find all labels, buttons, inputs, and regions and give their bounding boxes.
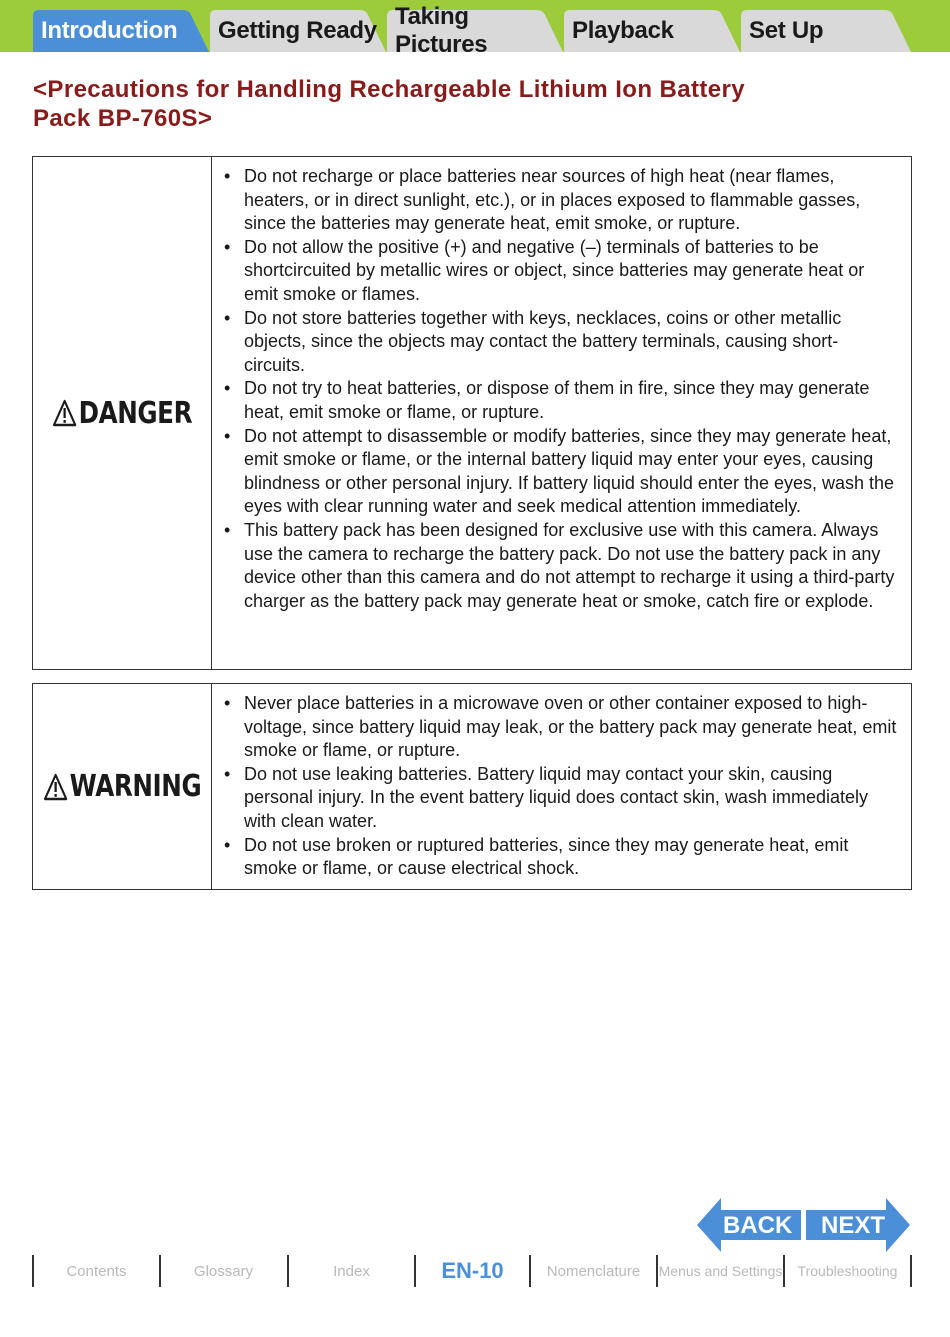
danger-item: • Do not recharge or place batteries near sources of high heat (near flames, heaters, or in direct sunlight, etc.), or in places exposed to flammable gasses, since the batteries may generate heat, emit smoke, or rupture. (224, 165, 897, 236)
danger-item: • Do not attempt to disassemble or modify batteries, since they may generate heat, emit smoke or flame, or the internal battery liquid may enter your eyes, causing blindness or other personal injury. If battery liquid should enter the eyes, wash the eyes with clear running water and seek medical attention immediately. (224, 425, 897, 519)
tab-label: Getting Ready (218, 17, 377, 44)
footer-link-menus-settings[interactable]: Menus and Settings (658, 1263, 783, 1279)
danger-label (52, 396, 192, 431)
warning-item: • Never place batteries in a microwave oven or other container exposed to high-voltage, since battery liquid may leak, or the battery pack may generate heat, emit smoke or flame, or rupture. (224, 692, 897, 763)
back-button-label: BACK (723, 1212, 793, 1239)
danger-list (224, 165, 897, 613)
tab-label: Set Up (749, 17, 824, 44)
warning-item: • Do not use broken or ruptured batteries, since they may generate heat, emit smoke or flame, or cause electrical shock. (224, 834, 897, 881)
warning-label-cell (33, 684, 212, 889)
footer-link-contents[interactable]: Contents (66, 1263, 127, 1280)
next-button-label: NEXT (821, 1212, 886, 1239)
danger-item: • Do not allow the positive (+) and negative (–) terminals of batteries to be shortcircuited by metallic wires or object, since batteries may generate heat or emit smoke or flames. (224, 236, 897, 307)
footer-link-troubleshooting[interactable]: Troubleshooting (797, 1263, 898, 1279)
footer-link-glossary[interactable]: Glossary (193, 1263, 254, 1280)
warning-list (224, 692, 897, 881)
page-title (33, 75, 913, 133)
danger-label-cell (33, 157, 212, 669)
tab-getting-ready[interactable] (210, 10, 386, 52)
warning-text-cell (212, 684, 911, 889)
danger-label-text: DANGER (78, 395, 192, 431)
footer-link-index[interactable]: Index (333, 1263, 370, 1280)
back-button[interactable] (697, 1198, 801, 1252)
tab-playback[interactable] (564, 10, 740, 52)
page-number: EN-10 (441, 1258, 504, 1283)
footer-divider (910, 1255, 912, 1287)
tab-bar (0, 0, 950, 58)
danger-item: • Do not store batteries together with keys, necklaces, coins or other metallic objects, since the objects may contact the battery terminals, causing short-circuits. (224, 307, 897, 378)
tab-introduction[interactable] (33, 10, 209, 52)
page-title-line-1: <Precautions for Handling Rechargeable Lithium Ion Battery (33, 76, 745, 103)
warning-triangle-icon (52, 399, 77, 427)
page-title-line-2: Pack BP-760S> (33, 105, 213, 132)
footer-link-nomenclature[interactable]: Nomenclature (546, 1263, 641, 1280)
warning-triangle-icon (43, 773, 68, 801)
tab-label: Taking Pictures (395, 3, 488, 58)
tab-set-up[interactable] (741, 10, 911, 52)
next-button[interactable] (806, 1198, 910, 1252)
warning-label-text: WARNING (69, 769, 201, 804)
tab-label: Introduction (41, 17, 178, 44)
danger-text-cell (212, 157, 911, 669)
danger-box (32, 156, 912, 670)
tab-label: Playback (572, 17, 674, 44)
warning-item: • Do not use leaking batteries. Battery liquid may contact your skin, causing personal injury. In the event battery liquid does contact skin, wash immediately with clean water. (224, 763, 897, 834)
danger-item: • Do not try to heat batteries, or dispose of them in fire, since they may generate heat, emit smoke or flame, or rupture. (224, 377, 897, 424)
tab-taking-pictures[interactable] (387, 3, 563, 58)
danger-item: • This battery pack has been designed for exclusive use with this camera. Always use the camera to recharge the battery pack. Do not use the battery pack in any device other than this camera and do not attempt to recharge it using a third-party charger as the battery pack may generate heat or smoke, catch fire or explode. (224, 519, 897, 613)
warning-label (43, 769, 201, 804)
warning-box (32, 683, 912, 890)
footer-nav (0, 1255, 950, 1287)
